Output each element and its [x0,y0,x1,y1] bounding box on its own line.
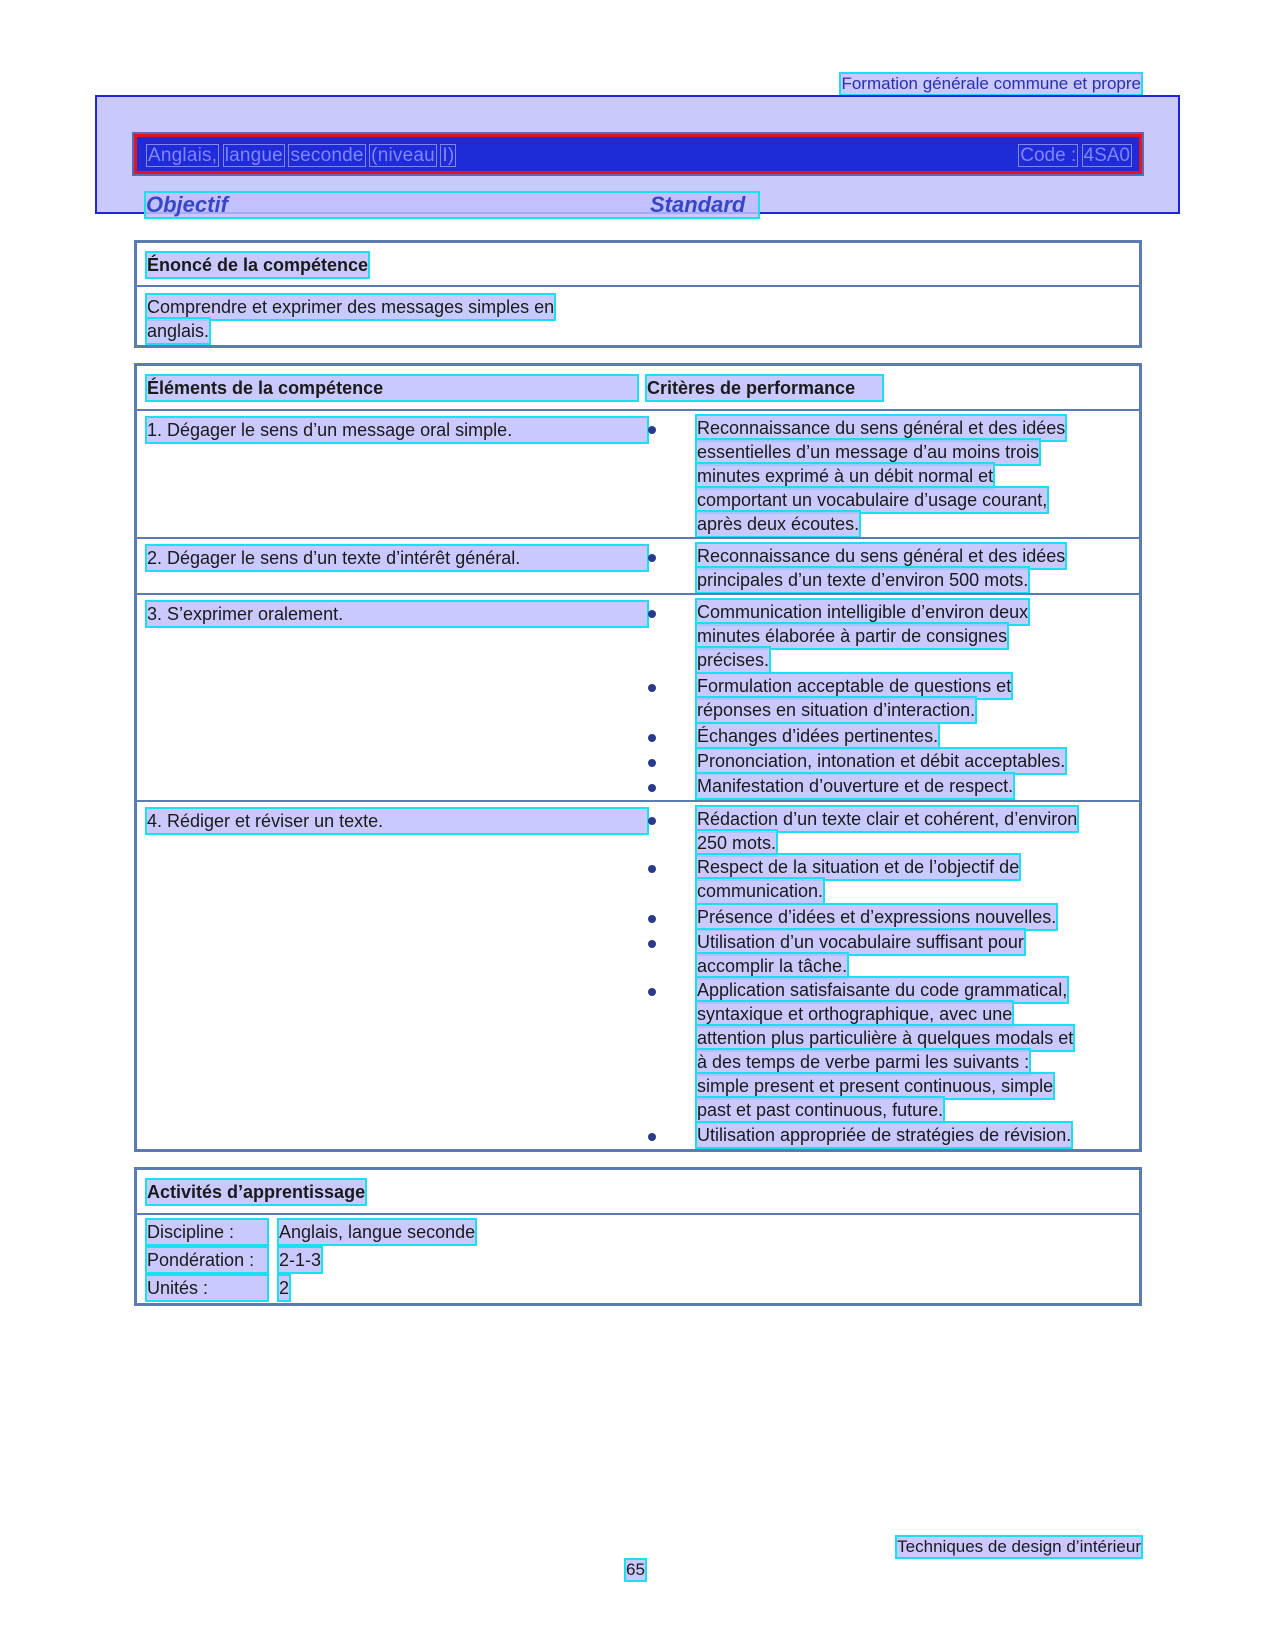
divider [137,593,1139,595]
criterion-item [697,1123,1137,1147]
criterion-item [697,416,1137,536]
course-title [147,145,455,167]
discipline-label: Discipline : [147,1220,267,1244]
criterion-item [697,855,1137,903]
criterion-line: après deux écoutes. [697,514,860,534]
criterion-line: Utilisation d’un vocabulaire suffisant pour [697,932,1024,952]
bullet-icon [648,784,656,792]
criterion-item [697,724,1137,748]
criterion-line: à des temps de verbe parmi les suivants : [697,1052,1030,1072]
enonce-heading: Énoncé de la compétence [147,255,369,275]
objective-row [146,193,758,217]
bullet-icon [648,684,656,692]
criterion-line: attention plus particulière à quelques modals et [697,1028,1074,1048]
criterion-line: Respect de la situation et de l’objectif de [697,857,1020,877]
footer-program: Techniques de design d’intérieur [897,1537,1141,1556]
ponderation-value: 2-1-3 [279,1250,322,1270]
criterion-item [697,544,1137,592]
bullet-icon [648,940,656,948]
criterion-line: Prononciation, intonation et débit acceptables. [697,751,1066,771]
course-title-word: langue [224,145,283,166]
bullet-icon [648,426,656,434]
enonce-line: Comprendre et exprimer des messages simples en [147,297,555,317]
divider [137,285,1139,287]
criterion-line: Communication intelligible d’environ deux [697,602,1029,622]
criterion-item [697,905,1137,929]
criterion-line: comportant un vocabulaire d’usage courant, [697,490,1048,510]
criterion-line: Utilisation appropriée de stratégies de révision. [697,1125,1072,1145]
enonce-line: anglais. [147,321,210,341]
criterion-line: syntaxique et orthographique, avec une [697,1004,1013,1024]
criterion-line: minutes exprimé à un débit normal et [697,466,994,486]
elements-box [134,363,1142,1152]
criterion-line: précises. [697,650,770,670]
criterion-line: principales d’un texte d’environ 500 mots. [697,570,1029,590]
divider [137,1213,1139,1215]
element-item: 3. S’exprimer oralement. [147,602,647,626]
element-item: 2. Dégager le sens d’un texte d’intérêt général. [147,546,647,570]
criterion-line: Manifestation d’ouverture et de respect. [697,776,1014,796]
criterion-line: Reconnaissance du sens général et des idées [697,546,1066,566]
bullet-icon [648,610,656,618]
bullet-icon [648,1133,656,1141]
criterion-line: Formulation acceptable de questions et [697,676,1012,696]
page-number: 65 [626,1560,645,1579]
criterion-item [697,600,1137,672]
course-title-word: I) [442,145,455,166]
criteria-col-heading: Critères de performance [647,376,882,400]
criterion-line: réponses en situation d’interaction. [697,700,976,720]
divider [137,409,1139,411]
criterion-item [697,930,1137,978]
bullet-icon [648,817,656,825]
course-title-word: Anglais, [148,145,218,166]
course-title-word: seconde [290,145,364,166]
criterion-line: Échanges d’idées pertinentes. [697,726,939,746]
divider [137,537,1139,539]
elements-col-heading: Éléments de la compétence [147,376,637,400]
course-code [1019,145,1131,167]
standard-label: Standard [650,192,746,217]
bullet-icon [648,734,656,742]
element-item: 1. Dégager le sens d’un message oral simple. [147,418,647,442]
bullet-icon [648,759,656,767]
bullet-icon [648,865,656,873]
unites-label: Unités : [147,1276,267,1300]
discipline-value: Anglais, langue seconde [279,1222,476,1242]
running-header: Formation générale commune et propre [841,74,1141,93]
enonce-box [134,240,1142,348]
criterion-line: communication. [697,881,824,901]
criterion-item [697,749,1137,773]
objectif-label: Objectif [146,192,228,217]
criterion-line: 250 mots. [697,833,777,853]
activities-heading: Activités d’apprentissage [147,1182,366,1202]
criterion-line: minutes élaborée à partir de consignes [697,626,1008,646]
bullet-icon [648,554,656,562]
criterion-line: accomplir la tâche. [697,956,848,976]
criterion-line: simple present et present continuous, simple [697,1076,1054,1096]
criterion-line: Application satisfaisante du code grammatical, [697,980,1068,1000]
ponderation-label: Pondération : [147,1248,267,1272]
course-title-word: (niveau [371,145,435,166]
criterion-line: essentielles d’un message d’au moins trois [697,442,1040,462]
criterion-line: Reconnaissance du sens général et des idées [697,418,1066,438]
course-code-value: 4SA0 [1083,145,1130,166]
divider [137,800,1139,802]
bullet-icon [648,988,656,996]
criterion-item [697,807,1137,855]
element-item: 4. Rédiger et réviser un texte. [147,809,647,833]
criterion-item [697,674,1137,722]
criterion-item [697,978,1137,1122]
criterion-line: Rédaction d’un texte clair et cohérent, d’environ [697,809,1078,829]
criterion-item [697,774,1137,798]
course-title-bar [134,134,1142,174]
bullet-icon [648,915,656,923]
activities-box [134,1167,1142,1306]
criterion-line: Présence d’idées et d’expressions nouvelles. [697,907,1057,927]
unites-value: 2 [279,1278,290,1298]
course-code-label: Code : [1020,145,1077,166]
criterion-line: past et past continuous, future. [697,1100,944,1120]
